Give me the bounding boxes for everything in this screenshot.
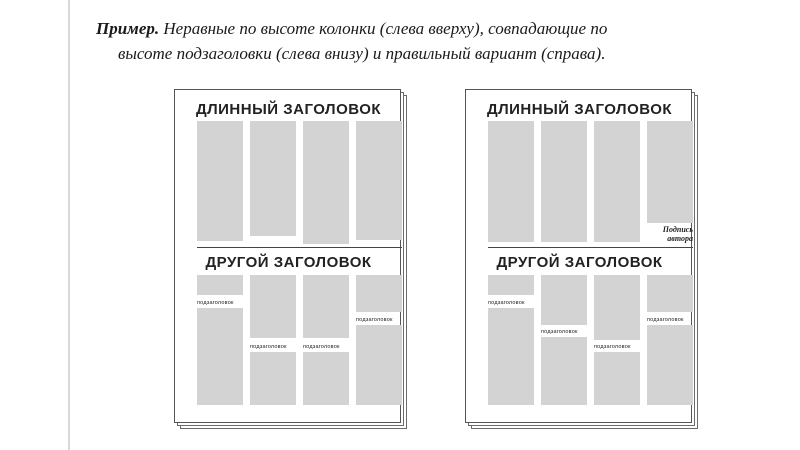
right-page	[465, 89, 692, 423]
left-col3-bottom-block	[303, 352, 349, 405]
right-subhead-3: подзаголовок	[594, 344, 631, 350]
right-top-column-3	[594, 121, 640, 242]
left-subhead-3: подзаголовок	[303, 344, 340, 350]
left-heading-other: ДРУГОЙ ЗАГОЛОВОК	[205, 254, 372, 271]
right-subhead-2: подзаголовок	[541, 329, 578, 335]
right-signature-line1: Подпись	[662, 225, 693, 234]
left-col1-bottom-block	[197, 308, 243, 405]
left-top-column-4	[356, 121, 402, 240]
left-col2-top-block	[250, 275, 296, 338]
right-col3-bottom-block	[594, 352, 640, 405]
left-col3-top-block	[303, 275, 349, 338]
right-top-column-1	[488, 121, 534, 242]
left-heading-long: ДЛИННЫЙ ЗАГОЛОВОК	[195, 101, 382, 118]
right-signature	[647, 225, 693, 243]
left-page	[174, 89, 401, 423]
right-col1-top-block	[488, 275, 534, 295]
caption-line1: Неравные по высоте колонки (слева вверху), совпадающие по	[159, 19, 608, 38]
left-col4-bottom-block	[356, 325, 402, 405]
right-col4-top-block	[647, 275, 693, 312]
left-top-column-2	[250, 121, 296, 236]
right-col3-top-block	[594, 275, 640, 340]
left-subhead-1: подзаголовок	[197, 300, 234, 306]
caption-line2: высоте подзаголовки (слева внизу) и правильный вариант (справа).	[118, 44, 606, 63]
right-top-column-4	[647, 121, 693, 223]
right-divider-rule	[488, 247, 693, 248]
right-col2-top-block	[541, 275, 587, 325]
right-signature-line2: автора	[667, 234, 693, 243]
left-col1-top-block	[197, 275, 243, 295]
right-col4-bottom-block	[647, 325, 693, 405]
left-subhead-4: подзаголовок	[356, 317, 393, 323]
left-top-column-3	[303, 121, 349, 244]
left-divider-rule	[197, 247, 402, 248]
right-col1-bottom-block	[488, 308, 534, 405]
slide-left-border	[68, 0, 70, 450]
right-subhead-4: подзаголовок	[647, 317, 684, 323]
right-col2-bottom-block	[541, 337, 587, 405]
right-heading-long: ДЛИННЫЙ ЗАГОЛОВОК	[486, 101, 673, 118]
left-top-column-1	[197, 121, 243, 241]
caption	[96, 16, 796, 66]
right-top-column-2	[541, 121, 587, 242]
left-col2-bottom-block	[250, 352, 296, 405]
right-subhead-1: подзаголовок	[488, 300, 525, 306]
caption-bold-label: Пример.	[96, 19, 160, 38]
right-heading-other: ДРУГОЙ ЗАГОЛОВОК	[496, 254, 663, 271]
left-subhead-2: подзаголовок	[250, 344, 287, 350]
left-col4-top-block	[356, 275, 402, 312]
